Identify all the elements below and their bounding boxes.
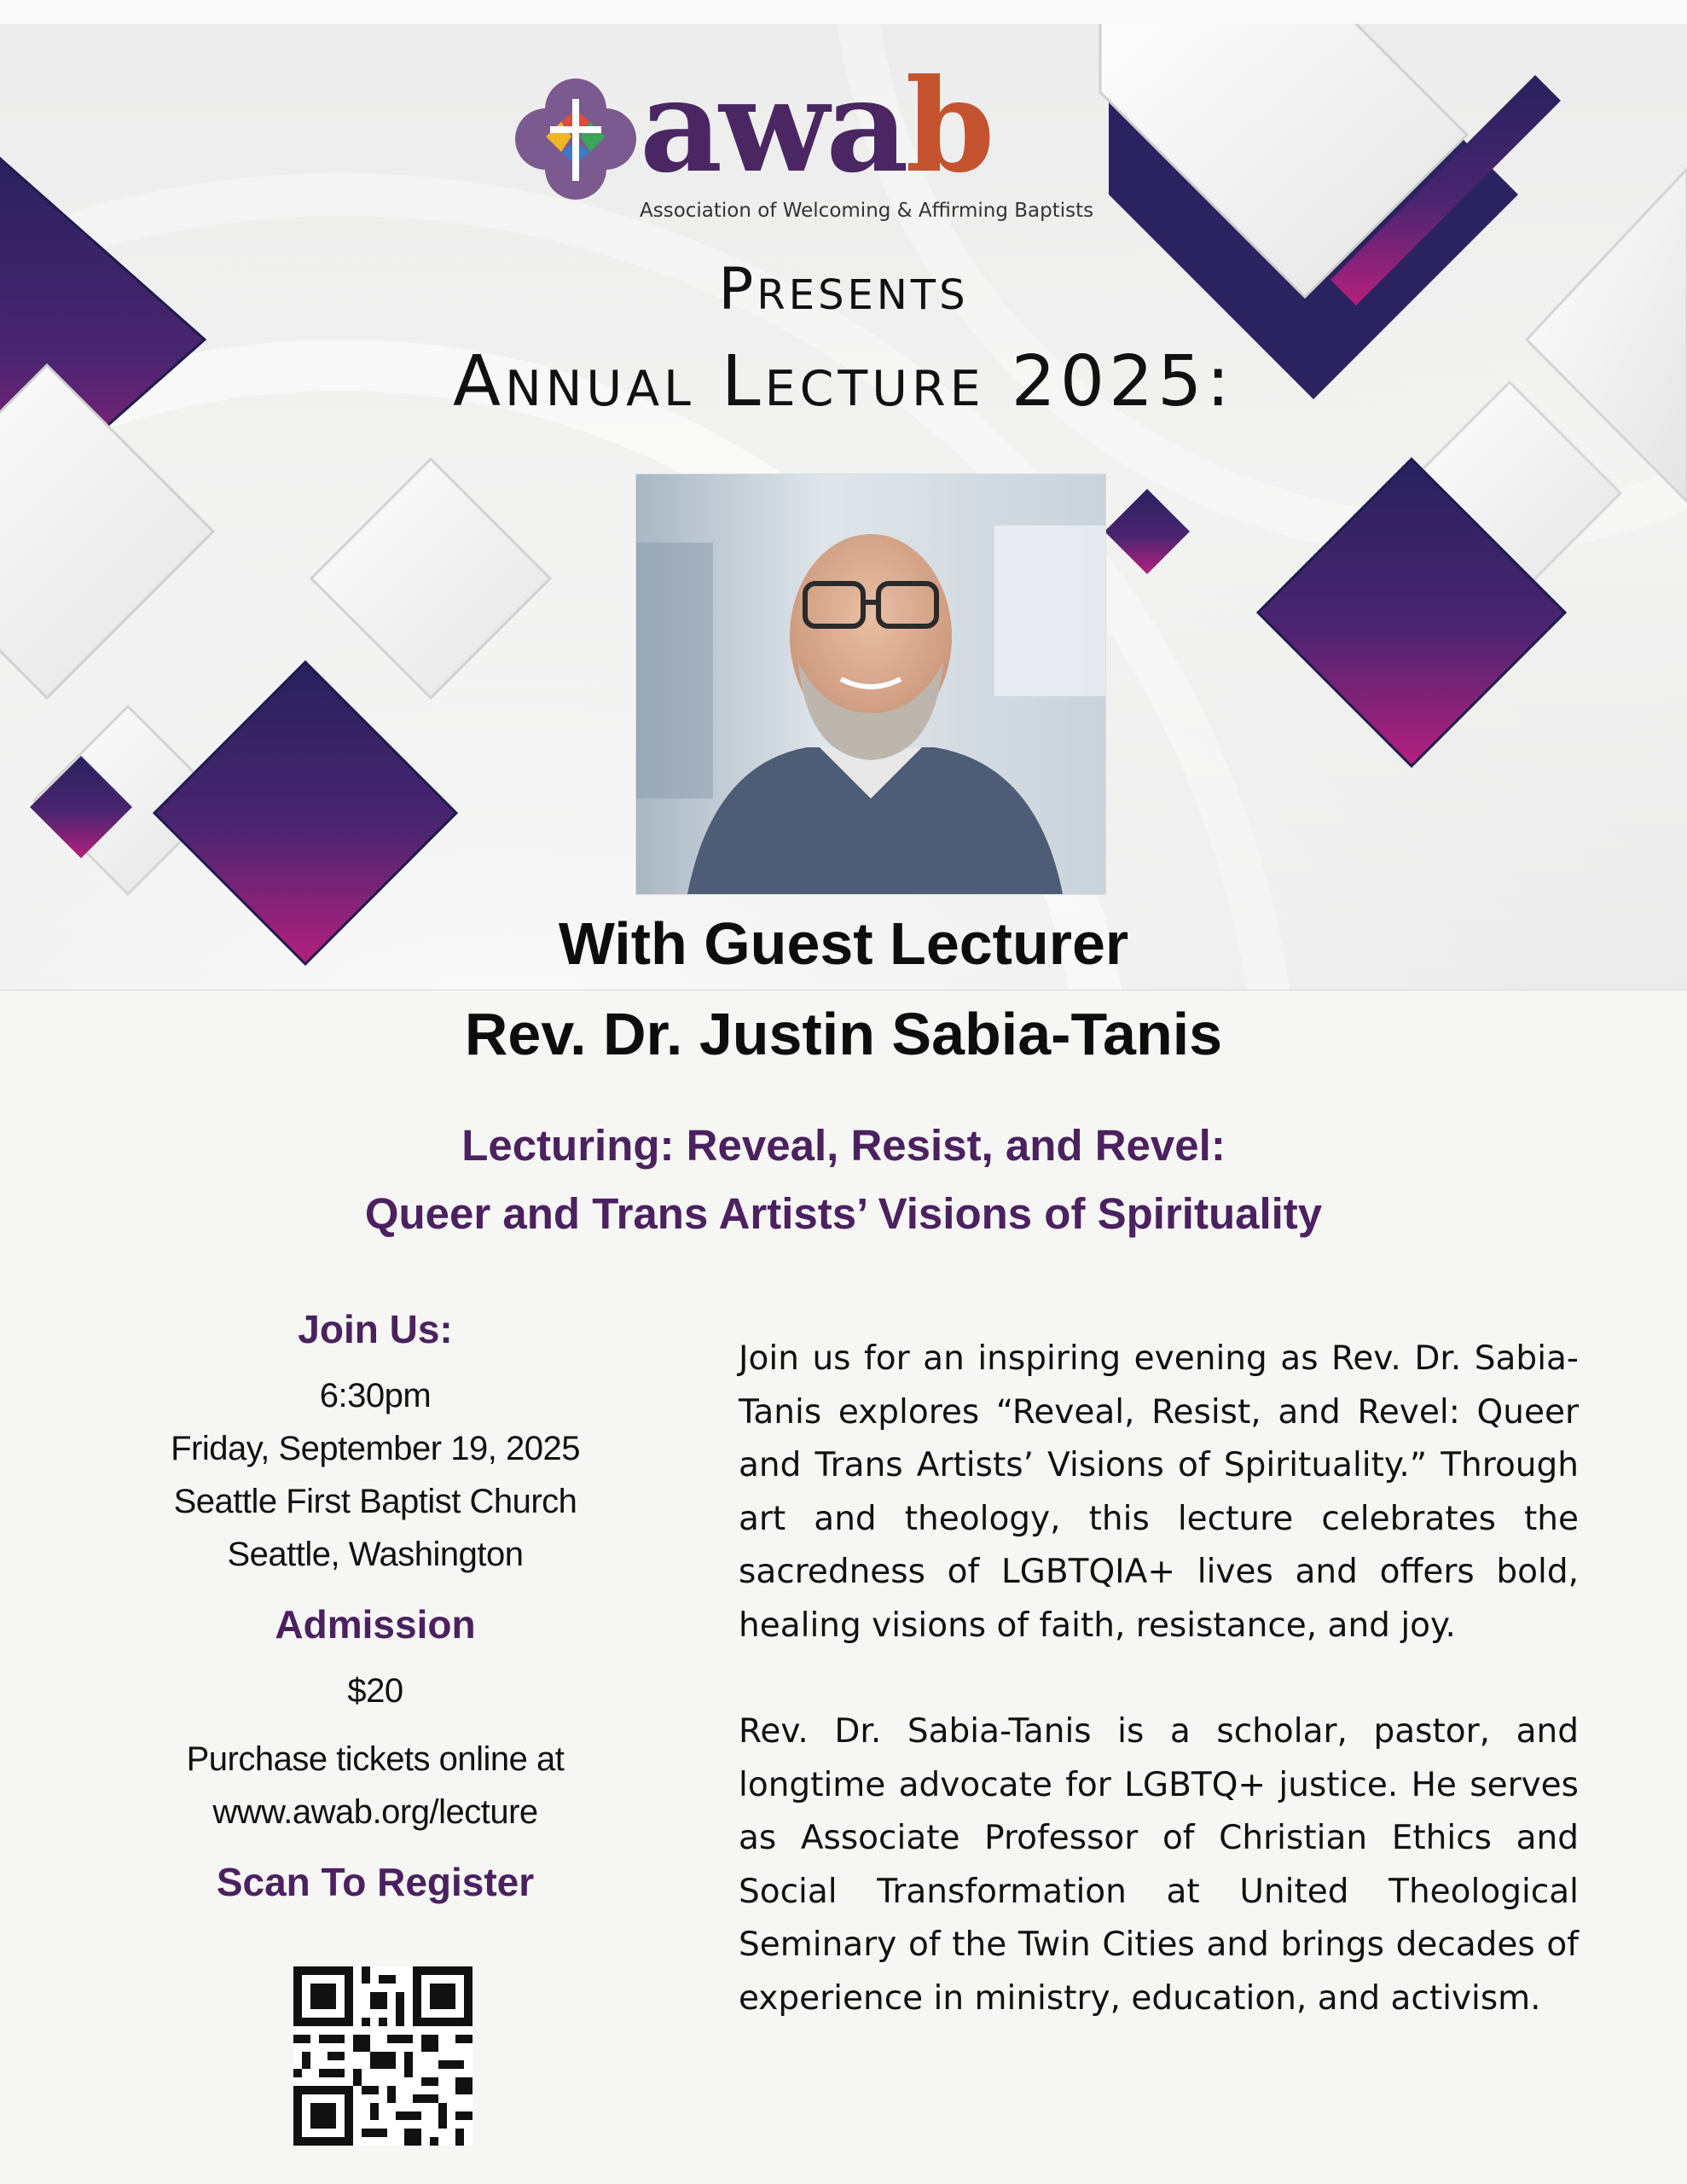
event-description: [739, 1333, 1579, 2025]
qr-code-icon: [293, 1966, 472, 2146]
event-date: Friday, September 19, 2025: [171, 1430, 580, 1467]
event-city: Seattle, Washington: [227, 1536, 524, 1573]
flower-cross-icon: [512, 75, 640, 203]
lecturer-photo: [635, 473, 1106, 895]
scan-to-register-heading: Scan To Register: [216, 1860, 535, 1904]
logo-wordmark: awab: [640, 51, 992, 201]
logo-subtitle: Association of Welcoming & Affirming Baptists: [640, 200, 1094, 222]
event-details: [102, 1303, 648, 1908]
portrait-image: [636, 474, 1105, 894]
admission-heading: Admission: [275, 1602, 476, 1647]
admission-price: $20: [347, 1672, 403, 1710]
description-paragraph-1: Join us for an inspiring evening as Rev. Dr. Sabia-Tanis explores “Reveal, Resist, and Revel: Queer and Trans Artists’ Visions of Spirituality.” Through art and theology, this lecture celebrates the sacredness of LGBTQIA+ lives and offers bold, healing visions of faith, resistance, and joy.: [739, 1339, 1579, 1645]
presents-text: Presents: [718, 256, 969, 323]
top-strip: [0, 0, 1687, 24]
description-paragraph-2: Rev. Dr. Sabia-Tanis is a scholar, pastor, and longtime advocate for LGBTQ+ justice. He serves as Associate Professor of Christian Ethics and Social Transformation at United Theological Seminary of the Twin Cities and brings decades of experience in ministry, education, and activism.: [739, 1712, 1579, 2018]
lecture-topic-line1: Lecturing: Reveal, Resist, and Revel:: [461, 1121, 1226, 1170]
join-us-heading: Join Us:: [298, 1307, 453, 1351]
lecture-topic-line2: Queer and Trans Artists’ Visions of Spirituality: [364, 1189, 1323, 1238]
event-time: 6:30pm: [319, 1377, 432, 1414]
event-venue: Seattle First Baptist Church: [173, 1483, 577, 1520]
awab-logo: [512, 51, 1109, 229]
registration-qr-code[interactable]: [293, 1966, 472, 2146]
guest-lecturer-name: Rev. Dr. Justin Sabia-Tanis: [464, 1001, 1223, 1067]
guest-lecturer-heading: With Guest Lecturer: [558, 910, 1129, 977]
header-banner: [0, 24, 1687, 990]
ticket-link[interactable]: www.awab.org/lecture: [212, 1793, 538, 1831]
lecture-title: Annual Lecture 2025:: [453, 341, 1234, 422]
purchase-line: Purchase tickets online at: [186, 1740, 565, 1778]
